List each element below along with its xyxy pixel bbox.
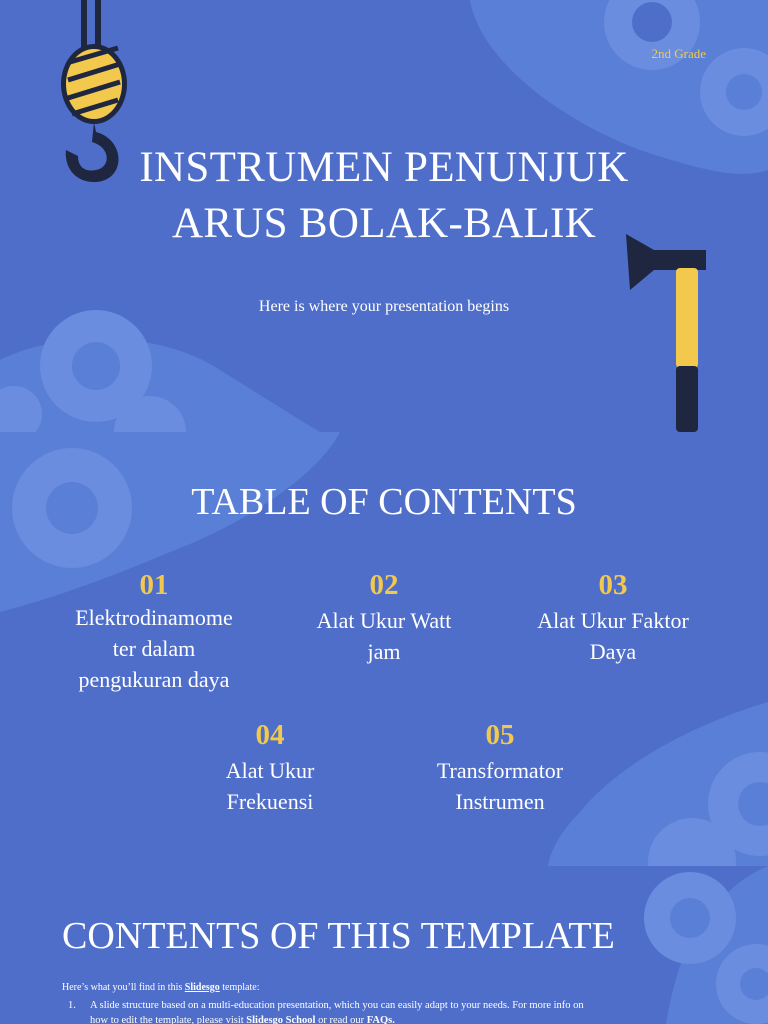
toc-title: TABLE OF CONTENTS: [191, 481, 577, 523]
toc-number: 04: [255, 719, 285, 751]
list-item-continued: [68, 1013, 708, 1024]
toc-number: 03: [598, 569, 628, 601]
list-text: or read our: [318, 1015, 365, 1024]
contents-title: CONTENTS OF THIS TEMPLATE: [62, 915, 615, 957]
title-line-2: ARUS BOLAK-BALIK: [171, 200, 597, 247]
contents-intro: [62, 982, 260, 993]
toc-label-line: ter dalam: [112, 636, 196, 661]
intro-text: template:: [222, 982, 260, 993]
toc-label: [170, 755, 370, 817]
toc-label-line: Instrumen: [455, 789, 545, 814]
toc-label-line: Daya: [589, 639, 637, 664]
toc-number: 01: [139, 569, 169, 601]
toc-label-line: Alat Ukur Faktor: [537, 608, 689, 633]
toc-item-01[interactable]: [54, 568, 254, 695]
axe-icon: [620, 230, 712, 432]
toc-label: [284, 605, 484, 667]
toc-item-03[interactable]: [513, 568, 713, 667]
list-item: [68, 998, 708, 1013]
list-text: A slide structure based on a multi-education presentation, which you can easily adapt to your needs. For more info on: [90, 1000, 584, 1011]
toc-label-line: Alat Ukur: [225, 758, 315, 783]
toc-slide: [0, 432, 768, 866]
toc-item-02[interactable]: [284, 568, 484, 667]
toc-label-line: Elektrodinamome: [75, 605, 233, 630]
toc-label-line: pengukuran daya: [78, 667, 230, 692]
list-number: 1.: [68, 1000, 76, 1011]
intro-text: Here’s what you’ll find in this: [62, 982, 183, 993]
toc-number: 05: [485, 719, 515, 751]
toc-label: [54, 602, 254, 695]
contents-slide: [0, 866, 768, 1024]
toc-item-05[interactable]: [400, 718, 600, 817]
slidesgo-school-link[interactable]: Slidesgo School: [246, 1015, 316, 1024]
page-subtitle: Here is where your presentation begins: [258, 298, 510, 315]
title-slide: [0, 0, 768, 432]
toc-label: [513, 605, 713, 667]
page-title: [84, 140, 684, 252]
toc-label-line: jam: [367, 639, 401, 664]
toc-label-line: Alat Ukur Watt: [316, 608, 452, 633]
grade-label: 2nd Grade: [651, 46, 706, 61]
toc-label-line: Frekuensi: [226, 789, 314, 814]
title-line-1: INSTRUMEN PENUNJUK: [139, 144, 629, 191]
toc-number: 02: [369, 569, 399, 601]
toc-label: [400, 755, 600, 817]
faqs-link[interactable]: FAQs.: [366, 1015, 395, 1024]
slidesgo-link[interactable]: Slidesgo: [184, 982, 220, 993]
list-text: how to edit the template, please visit: [90, 1015, 244, 1024]
contents-list: [68, 998, 708, 1024]
toc-item-04[interactable]: [170, 718, 370, 817]
toc-label-line: Transformator: [436, 758, 564, 783]
